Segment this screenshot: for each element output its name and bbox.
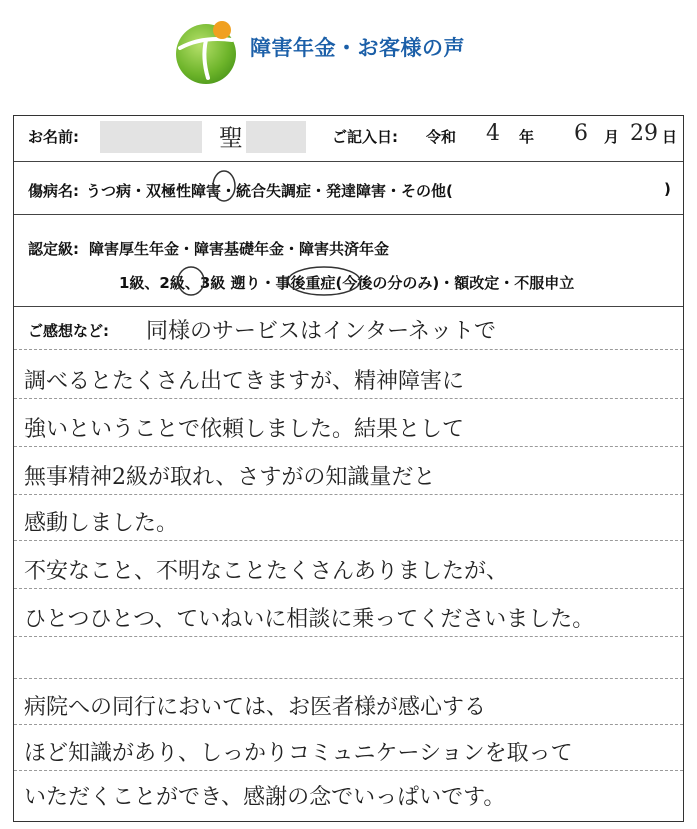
brand-title: 障害年金・お客様の声	[250, 36, 465, 60]
ruled-line	[14, 446, 683, 447]
comment-line: ひとつひとつ、ていねいに相談に乗ってくださいました。	[24, 607, 595, 632]
grade-pension-types: 障害厚生年金・障害基礎年金・障害共済年金	[89, 240, 390, 258]
name-redaction-right	[246, 121, 306, 153]
page-header	[0, 0, 697, 100]
name-label: お名前:	[28, 128, 79, 146]
date-label: ご記入日:	[332, 128, 398, 146]
comment-line: 強いということで依頼しました。結果として	[24, 417, 465, 442]
comment-line: 病院への同行においては、お医者様が感心する	[24, 695, 487, 720]
comment-line: 同様のサービスはインターネットで	[146, 319, 497, 344]
disease-close-paren: )	[664, 180, 671, 198]
month-value: 6	[574, 121, 588, 146]
disease-options: うつ病・双極性障害・統合失調症・発達障害・その他(	[86, 182, 453, 200]
month-unit: 月	[604, 128, 620, 146]
ruled-line	[14, 770, 683, 771]
bipolar-circle-mark	[209, 168, 239, 204]
grade-2-circle-mark	[176, 264, 206, 298]
ruled-line	[14, 724, 683, 725]
ruled-line	[14, 398, 683, 399]
feedback-form	[13, 115, 684, 822]
ruled-line	[14, 349, 683, 350]
logo-icon	[172, 18, 240, 86]
comment-line: 不安なこと、不明なことたくさんありましたが、	[24, 559, 509, 584]
grade-label: 認定級:	[28, 240, 79, 258]
year-value: 4	[486, 121, 500, 146]
day-unit: 日	[662, 128, 678, 146]
era-label: 令和	[426, 128, 457, 146]
ruled-line	[14, 540, 683, 541]
day-value: 29	[630, 121, 658, 146]
year-unit: 年	[519, 128, 535, 146]
comment-line: ほど知識があり、しっかりコミュニケーションを取って	[24, 741, 573, 766]
comment-line: 感動しました。	[24, 511, 179, 536]
comment-label: ご感想など:	[28, 322, 109, 340]
divider	[14, 161, 683, 162]
ruled-line	[14, 678, 683, 679]
disease-label: 傷病名:	[28, 182, 79, 200]
ruled-line	[14, 588, 683, 589]
divider	[14, 214, 683, 215]
name-redaction-left	[100, 121, 202, 153]
comment-line: いただくことができ、感謝の念でいっぱいです。	[24, 785, 506, 810]
after-the-fact-circle-mark	[284, 264, 364, 298]
comment-line: 調べるとたくさん出てきますが、精神障害に	[24, 369, 465, 394]
name-value: 聖	[219, 124, 243, 152]
ruled-line	[14, 494, 683, 495]
comment-line: 無事精神2級が取れ、さすがの知識量だと	[24, 465, 436, 490]
divider	[14, 306, 683, 307]
ruled-line	[14, 636, 683, 637]
grade-levels: 1級、2級、3級 遡り・事後重症(今後の分のみ)・額改定・不服申立	[119, 274, 575, 292]
